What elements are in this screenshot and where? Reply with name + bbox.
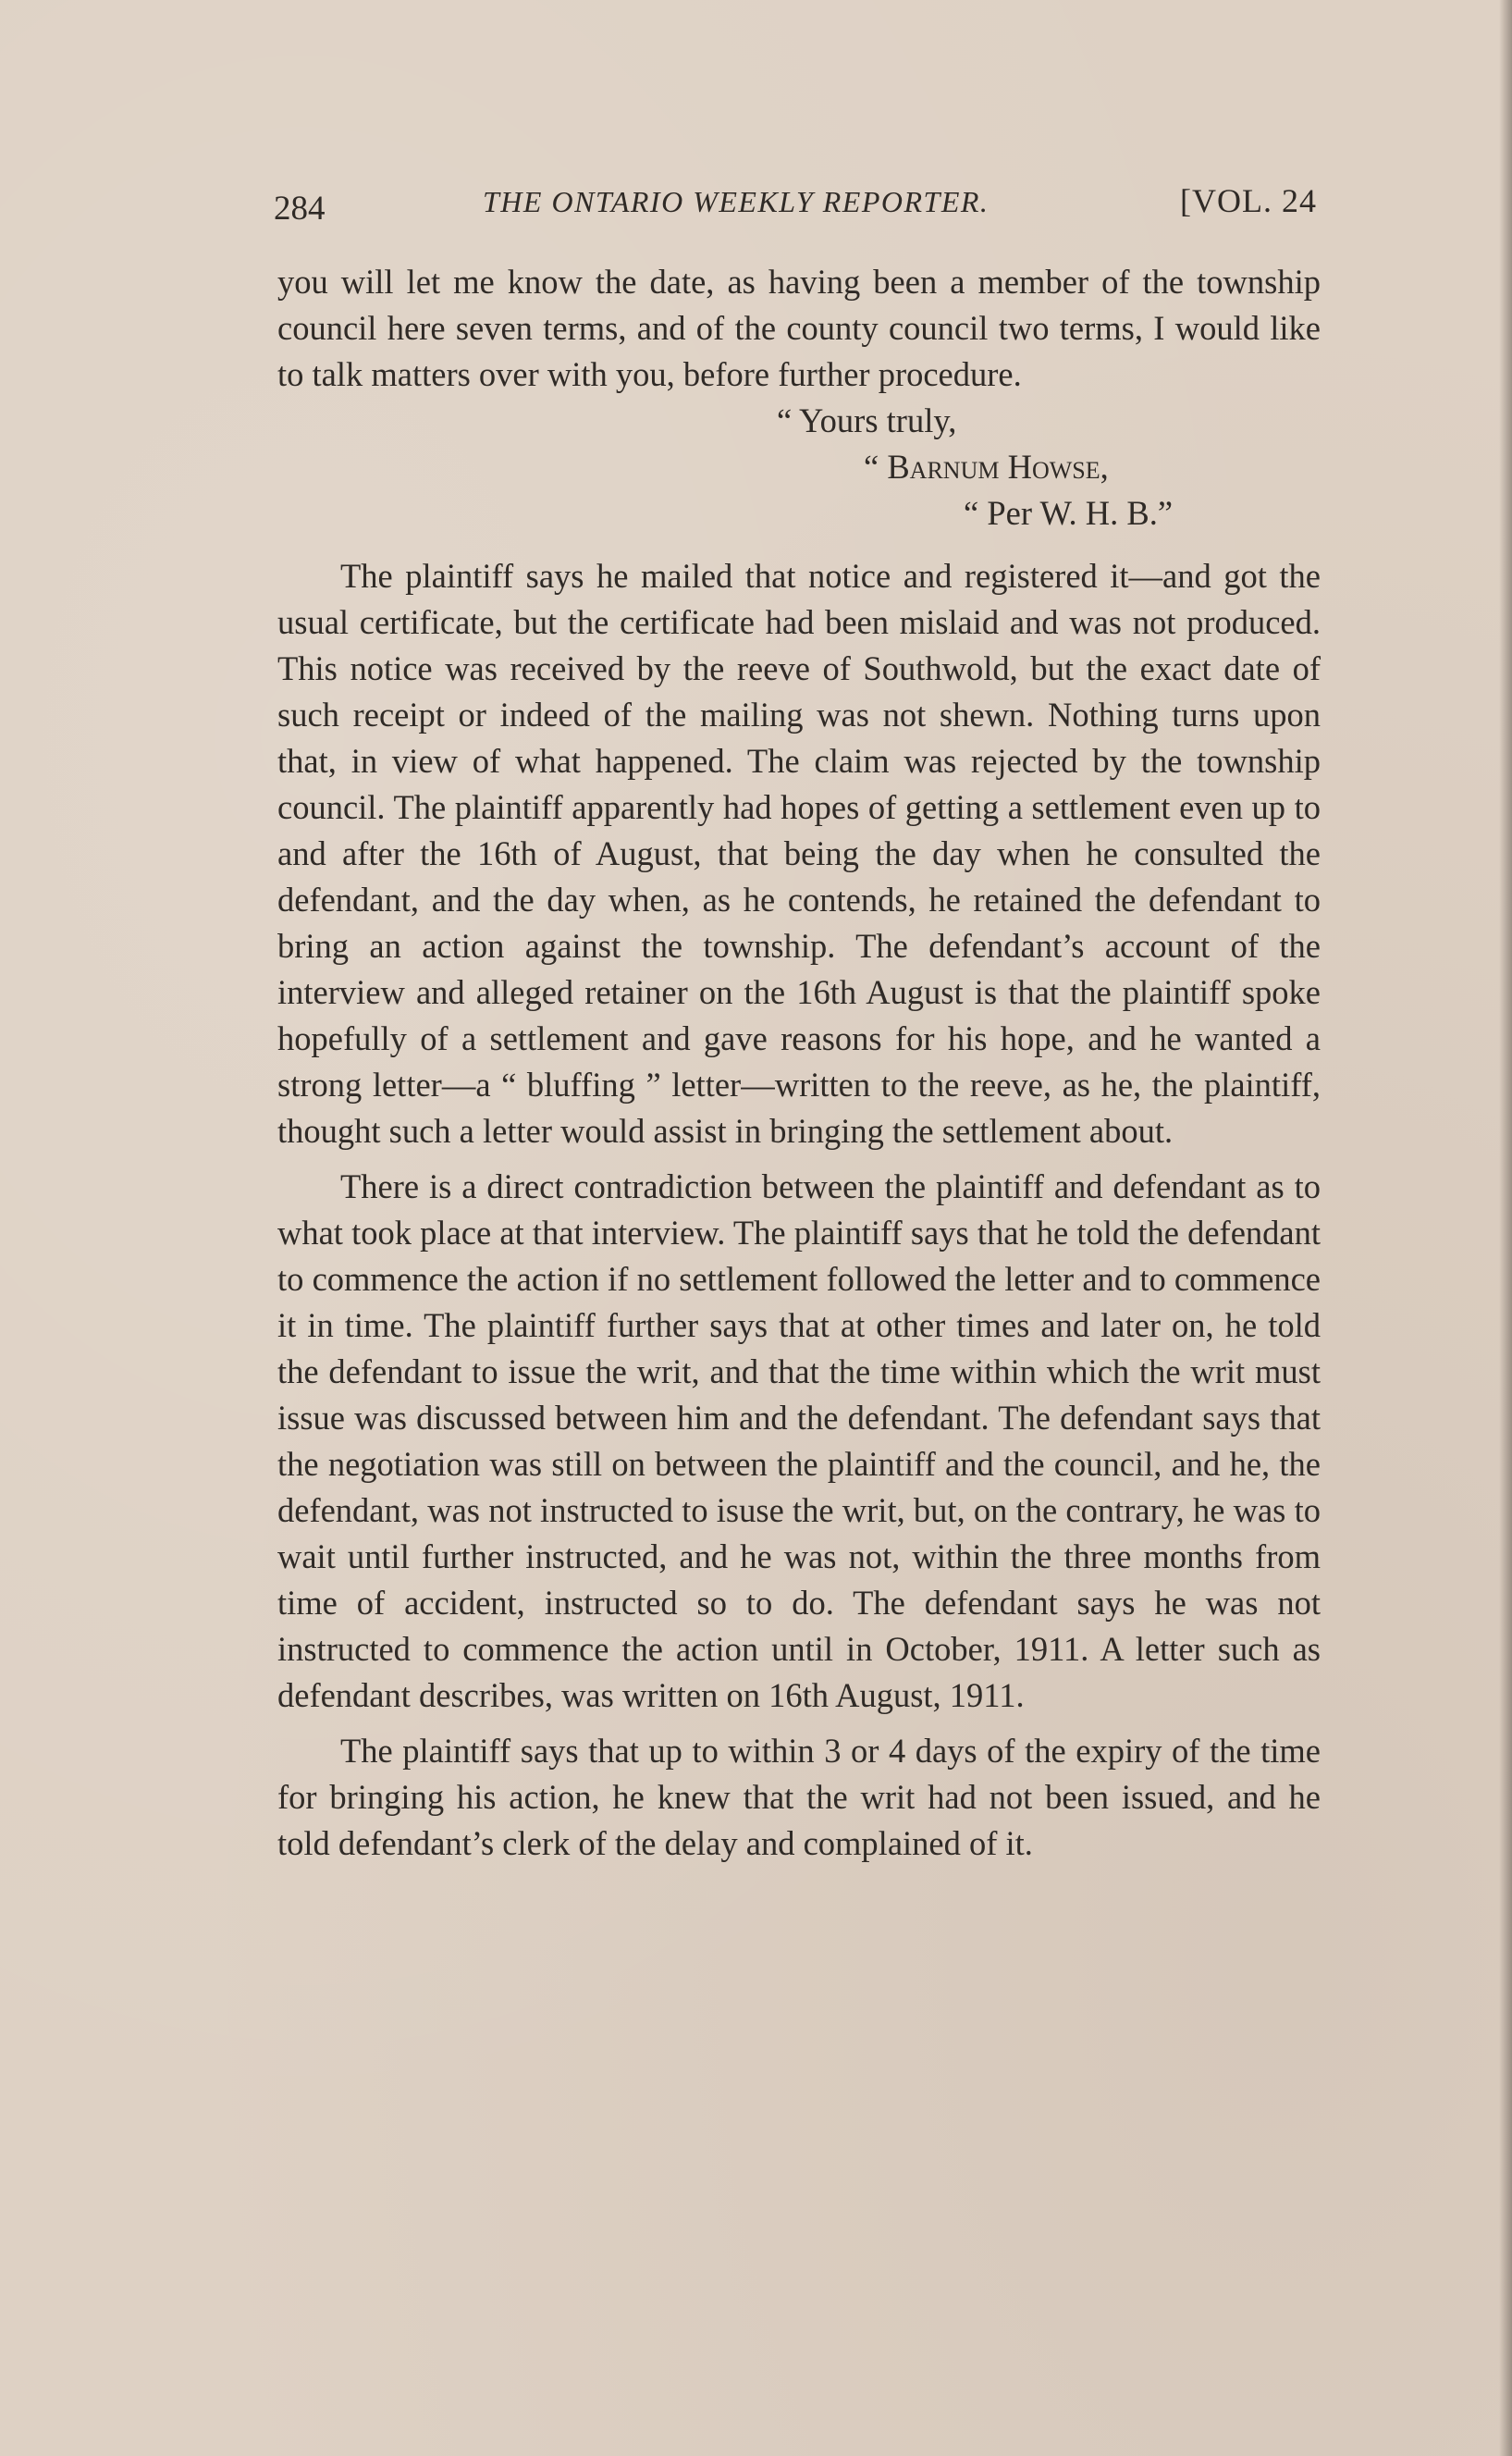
paragraph: There is a direct contradiction between the plaintiff and defendant as to what took place at that interview. The plaintiff says that he told the defendant to commence the action if no settlement followed the letter and to commence it in time. The plaintiff further says that at other times and later on, he told the defendant to issue the writ, and that the time within which the writ must issue was discussed between him and the defendant. The defendant says that the negotiation was still on between the plaintiff and the council, and he, the defendant, was not instructed to isuse the writ, but, on the contrary, he was to wait until further instructed, and he was not, within the three months from time of accident, instructed so to do. The defendant says he was not instructed to commence the action until in October, 1911. A letter such as defendant describes, was written on 16th August, 1911. [277, 1167, 1321, 1714]
signature-closing: “ Yours truly, [777, 401, 957, 439]
letter-signature [277, 398, 1321, 537]
running-title: THE ONTARIO WEEKLY REPORTER. [483, 185, 990, 218]
paragraph: The plaintiff says that up to within 3 or 4 days of the expiry of the time for bringing his action, he knew that the writ had not been issued, and he told defendant’s clerk of the delay and complained of it. [277, 1732, 1321, 1862]
signature-per: “ Per W. H. B.” [964, 494, 1174, 532]
signature-name: “ Barnum Howse, [864, 448, 1109, 486]
body-text [277, 259, 1321, 1867]
page-edge-shadow [1499, 0, 1512, 2456]
running-header [274, 181, 1317, 237]
paragraph: The plaintiff says he mailed that notice and registered it—and got the usual certificate, but the certificate had been mislaid and was not produced. This notice was received by the reeve of Southwold, but the exact date of such receipt or indeed of the mailing was not shewn. Nothing turns upon that, in view of what happened. The claim was rejected by the township council. The plaintiff apparently had hopes of getting a settlement even up to and after the 16th of August, that being the day when he consulted the defendant, and the day when, as he contends, he retained the defendant to bring an action against the township. The defendant’s account of the interview and alleged retainer on the 16th August is that the plaintiff spoke hopefully of a settlement and gave reasons for his hope, and he wanted a strong letter—a “ bluffing ” letter—written to the reeve, as he, the plaintiff, thought such a letter would assist in bringing the settlement about. [277, 557, 1321, 1150]
volume-label: [VOL. 24 [1180, 182, 1317, 219]
opening-paragraph: you will let me know the date, as having been a member of the township council here seven terms, and of the county council two terms, I would like to talk matters over with you, before further procedure. [277, 263, 1321, 393]
page-number: 284 [274, 190, 326, 228]
